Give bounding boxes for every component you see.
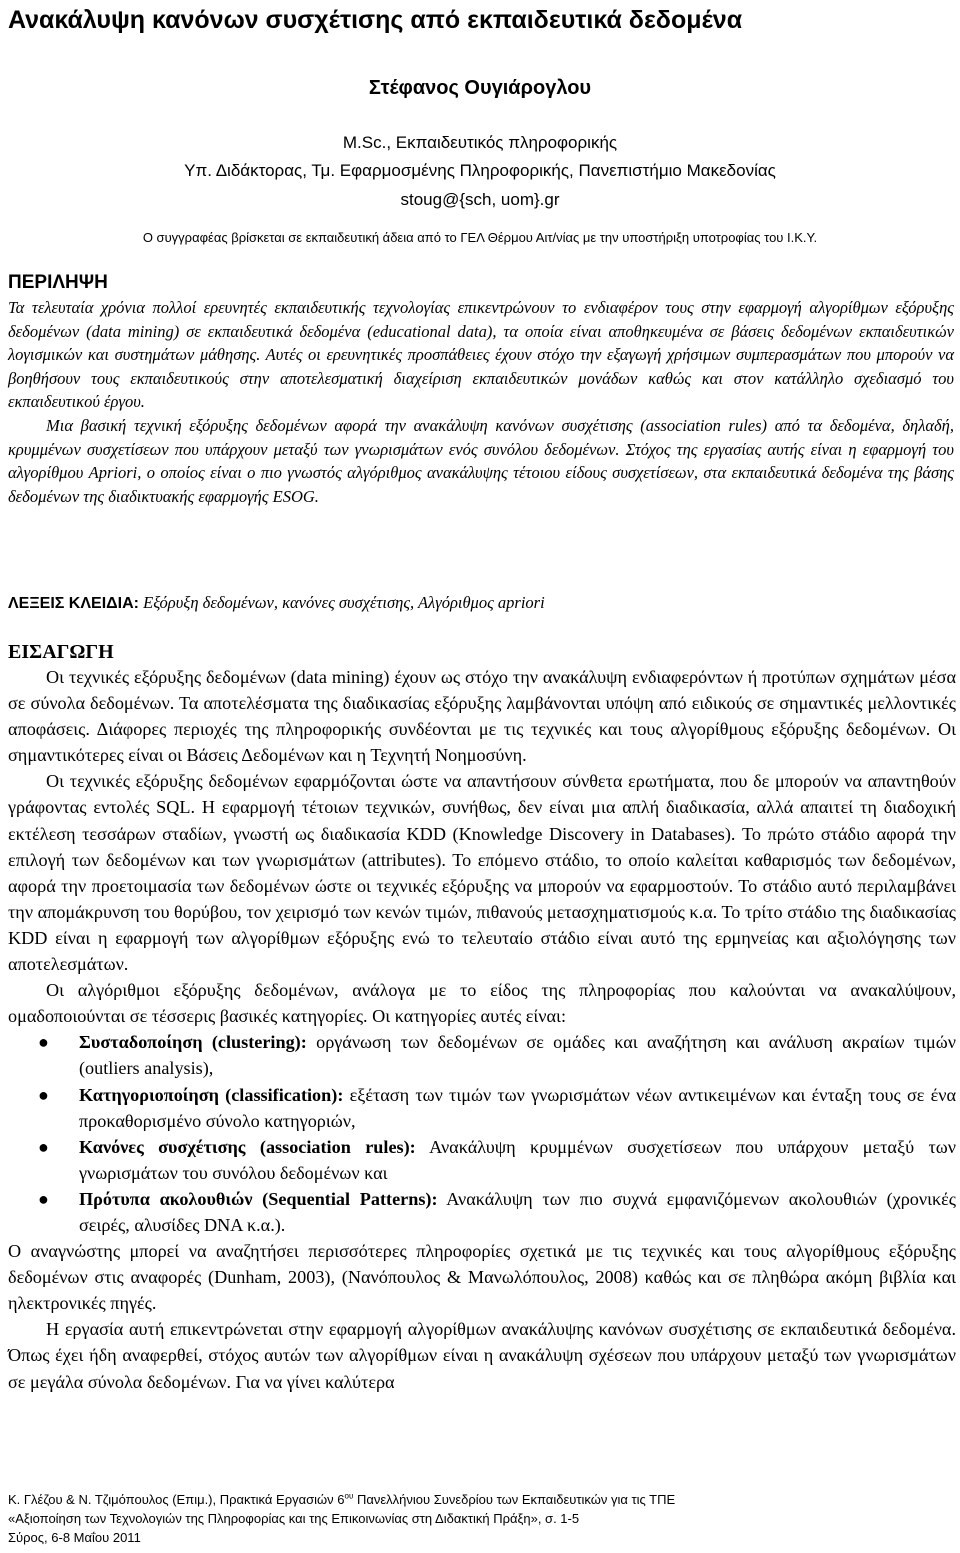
bullet-icon: ● xyxy=(38,1188,49,1209)
list-item xyxy=(8,1082,956,1134)
list-item xyxy=(8,1029,956,1081)
page-footer xyxy=(8,1490,954,1547)
keywords-label: ΛΕΞΕΙΣ ΚΛΕΙΔΙΑ: xyxy=(8,595,139,612)
intro-body xyxy=(8,664,956,1395)
author-name: Στέφανος Ουγιάρογλου xyxy=(368,77,592,99)
keywords-value: Εξόρυξη δεδομένων, κανόνες συσχέτισης, Αλγόριθμος apriori xyxy=(143,593,545,612)
intro-paragraph: Οι τεχνικές εξόρυξης δεδομένων εφαρμόζονται ώστε να απαντήσουν σύνθετα ερωτήματα, που δε μπορούν να απαντηθούν γράφοντας εντολές SQL. Η εφαρμογή τέτοιων τεχνικών, συνήθως, δεν είναι μια απλή διαδικασία, αλλά απαιτεί τη διαδοχική εκτέλεση τεσσάρων σταδίων, γνωστή ως διαδικασία KDD (Knowledge Discovery in Databases). Το πρώτο στάδιο αφορά την επιλογή των δεδομένων και των γνωρισμάτων (attributes). Το επόμενο στάδιο, το οποίο καλείται καθαρισμός των δεδομένων, αφορά την προετοιμασία των δεδομένων ώστε οι τεχνικές εξόρυξης να μπορούν να εφαρμοστούν. Το στάδιο αυτό περιλαμβάνει την απομάκρυνση του θορύβου, τον χειρισμό των κενών τιμών, πιθανούς μετασχηματισμούς κ.α. Το τρίτο στάδιο της διαδικασίας KDD είναι η εφαρμογή των αλγορίθμων εξόρυξης ενώ το τελευταίο στάδιο είναι αυτό της ερμηνείας και αξιολόγησης των αποτελεσμάτων. xyxy=(8,771,956,975)
footer-line-2: «Αξιοποίηση των Τεχνολογιών της Πληροφορίας και της Επικοινωνίας στη Διδακτική Πράξη», σ. 1-5 xyxy=(8,1511,580,1526)
author-degree: M.Sc., Εκπαιδευτικός πληροφορικής xyxy=(342,133,618,152)
intro-paragraph: Ο αναγνώστης μπορεί να αναζητήσει περισσότερες πληροφορίες σχετικά με τις τεχνικές και τους αλγορίθμους εξόρυξης δεδομένων στις αναφορές (Dunham, 2003), (Νανόπουλος & Μανωλόπουλος, 2008) καθώς και σε πληθώρα ακόμη βιβλία και ηλεκτρονικές πηγές. xyxy=(8,1241,956,1314)
abstract-paragraph: Μια βασική τεχνική εξόρυξης δεδομένων αφορά την ανακάλυψη κανόνων συσχέτισης (association rules) από τα δεδομένα, δηλαδή, κρυμμένων συσχετίσεων που υπάρχουν μεταξύ των γνωρισμάτων ενός συνόλου δεδομένων. Στόχος της εργασίας αυτής είναι η εφαρμογή του αλγορίθμου Apriori, ο οποίος είναι ο πιο γνωστός αλγόριθμος ανακάλυψης τέτοιου είδους συσχετίσεων, στα εκπαιδευτικά δεδομένα της βάσης δεδομένων της διαδικτυακής εφαρμογής ESOG. xyxy=(8,415,954,506)
intro-paragraph: Η εργασία αυτή επικεντρώνεται στην εφαρμογή αλγορίθμων ανακάλυψης κανόνων συσχέτισης σε εκπαιδευτικά δεδομένα. Όπως έχει ήδη αναφερθεί, στόχος αυτών των αλγορίθμων είναι η ανακάλυψη σχέσεων που υπάρχουν μεταξύ των γνωρισμάτων σε μεγάλα σύνολα δεδομένων. Για να γίνει καλύτερα xyxy=(8,1319,956,1392)
footer-text: Κ. Γλέζου & Ν. Τζιμόπουλος (Επιμ.), Πρακτικά Εργασιών 6 xyxy=(8,1492,345,1507)
list-item xyxy=(8,1134,956,1186)
footer-superscript: ου xyxy=(344,1491,354,1501)
footer-line-1 xyxy=(8,1490,954,1509)
list-term: Συσταδοποίηση (clustering): xyxy=(79,1032,307,1053)
list-item xyxy=(8,1186,956,1238)
paper-title: Ανακάλυψη κανόνων συσχέτισης από εκπαιδευτικά δεδομένα xyxy=(8,6,743,34)
list-term: Κατηγοριοποίηση (classification): xyxy=(79,1084,344,1105)
author-note: Ο συγγραφέας βρίσκεται σε εκπαιδευτική άδεια από το ΓΕΛ Θέρμου Αιτ/νίας με την υποστήριξη υποτροφίας του Ι.Κ.Υ. xyxy=(142,230,818,245)
footer-text: Πανελλήνιου Συνεδρίου των Εκπαιδευτικών για τις ΤΠΕ xyxy=(353,1492,676,1507)
abstract-paragraph: Τα τελευταία χρόνια πολλοί ερευνητές εκπαιδευτικής τεχνολογίας επικεντρώνουν το ενδιαφέρον τους στην εφαρμογή αλγορίθμων εξόρυξης δεδομένων (data mining) σε εκπαιδευτικά δεδομένα (educational data), τα οποία είναι αποθηκευμένα σε βάσεις δεδομένων εκπαιδευτικών λογισμικών και συστημάτων μάθησης. Αυτές οι ερευνητικές προσπάθειες έχουν στόχο την εξαγωγή χρήσιμων συμπερασμάτων που μπορούν να βοηθήσουν τους εκπαιδευτικούς στην αποτελεσματική διαχείριση εκπαιδευτικών μονάδων καθώς και στον κατάλληλο σχεδιασμό του εκπαιδευτικού έργου. xyxy=(8,298,954,412)
author-affiliation: Υπ. Διδάκτορας, Τμ. Εφαρμοσμένης Πληροφορικής, Πανεπιστήμιο Μακεδονίας xyxy=(184,161,776,180)
intro-paragraph: Οι τεχνικές εξόρυξης δεδομένων (data mining) έχουν ως στόχο την ανακάλυψη ενδιαφερόντων ή προτύπων σχημάτων μέσα σε σύνολα δεδομένων. Τα αποτελέσματα της διαδικασίας εξόρυξης λαμβάνονται υπόψη από ειδικούς σε σημαντικές μελλοντικές αποφάσεις. Διάφορες περιοχές της πληροφορικής συνδέονται με τις τεχνικές και τους αλγορίθμους εξόρυξης δεδομένων. Οι σημαντικότερες είναι οι Βάσεις Δεδομένων και η Τεχνητή Νοημοσύνη. xyxy=(8,667,956,766)
abstract-heading: ΠΕΡΙΛΗΨΗ xyxy=(8,272,108,293)
keywords xyxy=(8,592,954,615)
abstract-body xyxy=(8,296,954,508)
intro-heading: ΕΙΣΑΓΩΓΗ xyxy=(8,641,114,663)
bullet-icon: ● xyxy=(38,1032,49,1053)
author-email: stoug@{sch, uom}.gr xyxy=(400,190,560,209)
bullet-icon: ● xyxy=(38,1084,49,1105)
list-term: Κανόνες συσχέτισης (association rules): xyxy=(79,1136,416,1157)
intro-paragraph: Οι αλγόριθμοι εξόρυξης δεδομένων, ανάλογα με το είδος της πληροφορίας που καλούνται να ανακαλύψουν, ομαδοποιούνται σε τέσσερις βασικές κατηγορίες. Οι κατηγορίες αυτές είναι: xyxy=(8,980,956,1027)
list-text: Ανακάλυψη κρυμμένων συσχετίσεων που υπάρχουν μεταξύ των γνωρισμάτων του συνόλου δεδομένων και xyxy=(79,1136,956,1183)
footer-line-3: Σύρος, 6-8 Μαΐου 2011 xyxy=(8,1530,141,1545)
list-term: Πρότυπα ακολουθιών (Sequential Patterns): xyxy=(79,1188,438,1209)
category-list xyxy=(8,1029,956,1238)
list-text: οργάνωση των δεδομένων σε ομάδες και αναζήτηση και ανάλυση ακραίων τιμών (outliers analysis), xyxy=(79,1032,956,1079)
list-text: Ανακάλυψη των πιο συχνά εμφανιζόμενων ακολουθιών (χρονικές σειρές, αλυσίδες DNA κ.α.). xyxy=(79,1188,957,1235)
bullet-icon: ● xyxy=(38,1136,49,1157)
list-text: εξέταση των τιμών των γνωρισμάτων νέων αντικειμένων και ένταξη τους σε ένα προκαθορισμένο σύνολο κατηγοριών, xyxy=(79,1084,956,1131)
